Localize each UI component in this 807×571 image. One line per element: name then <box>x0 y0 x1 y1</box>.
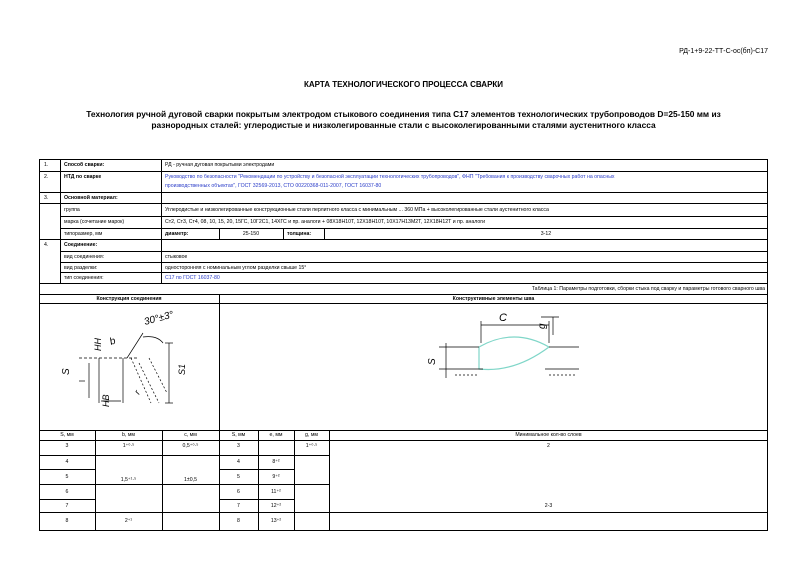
thickness-label: толщина: <box>287 231 312 237</box>
table-cell-s: 8 <box>65 518 69 524</box>
page-title: КАРТА ТЕХНОЛОГИЧЕСКОГО ПРОЦЕССА СВАРКИ <box>303 80 504 89</box>
joint-construction-sketch <box>39 303 219 430</box>
subtitle-line-1: Технология ручной дуговой сварки покрытым электродом стыкового соединения типа С17 элементов технологических трубопроводов D=25-150 мм из <box>86 109 721 119</box>
angle-label: 30°±3° <box>142 309 175 328</box>
table-cell-e: 11⁺² <box>271 489 281 495</box>
s-right-label: S <box>427 358 438 365</box>
weld-bead <box>479 337 549 370</box>
table-cell-s2: 7 <box>237 503 240 509</box>
table-caption: Таблица 1: Параметры подготовки, сборки стыка под сварку и параметры готового сварного шва <box>531 286 765 292</box>
table-cell-s2: 6 <box>237 489 240 495</box>
g-label: g <box>537 323 548 329</box>
s-label: S <box>61 368 72 375</box>
marks-label: марка (сочетание марок) <box>64 219 125 225</box>
header-s-mm: S, мм <box>60 432 74 438</box>
joint-type-label: тип соединения: <box>64 275 104 281</box>
row1-number: 1. <box>44 162 49 168</box>
table-cell-e: 12⁺² <box>270 503 282 509</box>
table-cell-s2: 8 <box>237 518 240 524</box>
diameter-value: 25-150 <box>242 231 260 237</box>
ntd-label: НТД по сварке <box>64 174 102 180</box>
welding-method-value: РД - ручная дуговая покрытыми электродами <box>165 162 275 168</box>
page-subtitle <box>40 109 767 131</box>
min-layers-value-b: 2-3 <box>544 503 553 509</box>
joint-kind-value: стыковое <box>165 254 188 260</box>
table-cell-s: 5 <box>65 474 69 480</box>
s1-label: S1 <box>177 363 187 375</box>
table-cell-e: 8⁺² <box>272 459 280 465</box>
ntd-value-line-2[interactable]: производственных объектах", ГОСТ 32569-2013, СТО 00220368-011-2007, ГОСТ 16037-80 <box>165 183 382 189</box>
table-cell-c: 0,5⁺⁰·⁵ <box>182 443 199 449</box>
row2-number: 2. <box>44 174 49 180</box>
document-id: РД-1+9-22-ТТ-С-ос(бп)-С17 <box>679 48 768 55</box>
header-min-layers: Минимальное кол-во слоев <box>515 432 582 438</box>
construction-header: Конструкция соединения <box>96 296 162 302</box>
min-layers-value-a: 2 <box>547 443 550 449</box>
row3-number: 3. <box>44 195 49 201</box>
c-label: C <box>499 312 507 324</box>
table-cell-e: 13⁺² <box>270 518 282 524</box>
group-value: Углеродистые и низколегированные конструкционные стали перлитного класса с минимальным ... 360 МПа + высоколегированные стали аустенитного класса <box>165 207 549 213</box>
table-cell-s: 6 <box>65 489 69 495</box>
header-b-mm: b, мм <box>122 432 135 438</box>
table-cell-s2: 5 <box>237 474 240 480</box>
table-cell-s: 4 <box>65 459 69 465</box>
groove-label: вид разделки: <box>64 265 98 271</box>
ntd-value-line-1[interactable]: Руководство по безопасности "Рекомендации по устройству и безопасной эксплуатации технологических трубопроводов", ФНП "Требования к производству сварочных работ на опасных <box>165 174 615 180</box>
header-e-mm: e, мм <box>269 432 283 438</box>
joint-kind-label: вид соединения: <box>64 254 105 260</box>
hb-label: HB <box>101 394 111 407</box>
table-cell-c: 1±0,5 <box>184 477 197 483</box>
header-c-mm: c, мм <box>184 432 197 438</box>
table-cell-s: 3 <box>65 443 69 449</box>
marks-value: Ст2, Ст3, Ст4, 08, 10, 15, 20, 15ГС, 10Г2С1, 14ХГС и пр. аналоги + 08Х18Н10Т, 12Х18Н10Т, 10Х17Н13М2Т, 12Х18Н12Т и пр. аналоги <box>165 219 486 225</box>
row4-number: 4. <box>44 242 49 248</box>
h-label: HH <box>93 338 103 351</box>
subtitle-line-2: разнородных сталей: углеродистые и низколегированные стали с высоколегированными сталями аустенитного класса <box>151 120 656 130</box>
group-label: группа <box>64 207 80 213</box>
base-material-label: Основной материал: <box>64 195 118 201</box>
table-cell-b: 1,5⁺¹·⁵ <box>120 477 137 483</box>
groove-value: односторонняя с номинальным углом разделки свыше 15° <box>165 265 307 271</box>
table-cell-b: 2⁺¹ <box>124 518 133 524</box>
weld-elements-sketch <box>219 303 768 430</box>
table-cell-s2: 3 <box>237 443 240 449</box>
b-label: b <box>108 335 118 348</box>
table-cell-g: 1⁺⁰·⁵ <box>305 443 318 449</box>
table-cell-b: 1⁺⁰·⁵ <box>122 443 135 449</box>
welding-method-label: Способ сварки: <box>64 162 105 168</box>
thickness-value: 3-12 <box>540 231 552 237</box>
r-label: r <box>132 388 143 396</box>
elements-header: Конструктивные элементы шва <box>452 296 535 302</box>
table-cell-s: 7 <box>65 503 69 509</box>
table-cell-e: 9⁺² <box>272 474 280 480</box>
header-s2-mm: S, мм <box>231 432 246 438</box>
size-label: типоразмер, мм <box>64 231 103 237</box>
table-cell-s2: 4 <box>237 459 240 465</box>
joint-label: Соединение: <box>64 242 98 248</box>
joint-type-value[interactable]: С17 по ГОСТ 16037-80 <box>165 275 220 281</box>
diameter-label: диаметр: <box>165 231 189 237</box>
header-g-mm: g, мм <box>305 432 318 438</box>
